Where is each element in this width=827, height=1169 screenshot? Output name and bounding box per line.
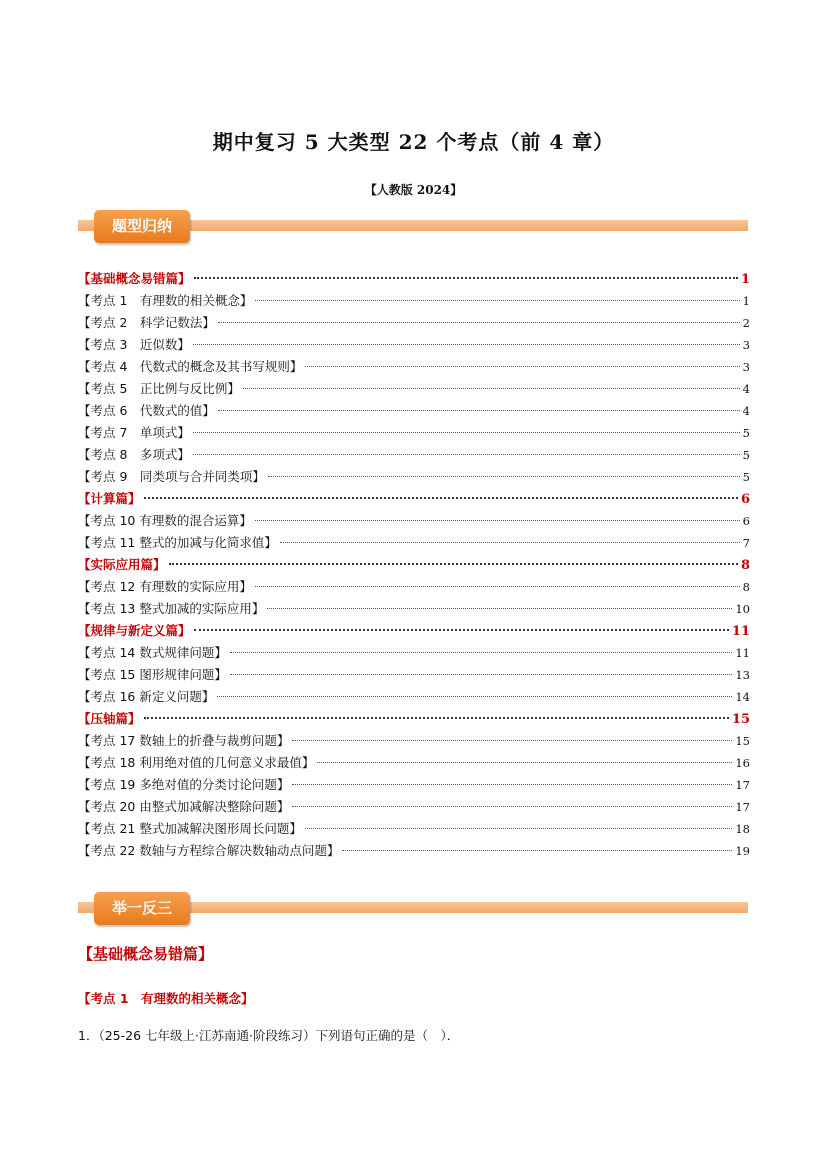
toc-entry-label: 【考点 6 代数式的值】 [78,403,215,418]
toc-entry-label: 【考点 20 由整式加减解决整除问题】 [78,799,290,814]
toc-leader-dots [217,696,732,697]
toc-leader-dots [193,344,740,345]
toc-page-number: 1 [742,294,750,308]
toc-entry-label: 【考点 11 整式的加减与化简求值】 [78,535,277,550]
toc-entry-label: 【考点 13 整式加减的实际应用】 [78,601,265,616]
toc-entry[interactable] [78,664,750,686]
toc-page-number: 11 [735,646,750,660]
banner-topic-summary [78,210,748,246]
toc-page-number: 7 [742,536,750,550]
toc-page-number: 2 [742,316,750,330]
toc-entry[interactable] [78,422,750,444]
toc-entry-label: 【考点 5 正比例与反比例】 [78,381,240,396]
section-heading: 【基础概念易错篇】 [78,945,214,963]
toc-entry-label: 【考点 15 图形规律问题】 [78,667,227,682]
toc-entry-label: 【考点 12 有理数的实际应用】 [78,579,252,594]
toc-entry-label: 【考点 1 有理数的相关概念】 [78,293,253,308]
toc-page-number: 5 [742,470,750,484]
toc-entry[interactable] [78,400,750,422]
toc-page-number: 5 [742,448,750,462]
toc-entry[interactable] [78,730,750,752]
toc-leader-dots [230,674,733,675]
banner-tab-label: 题型归纳 [94,210,190,243]
toc-leader-dots [230,652,733,653]
toc-entry-label: 【规律与新定义篇】 [78,623,191,638]
toc-entry-label: 【考点 7 单项式】 [78,425,190,440]
toc-leader-dots [144,717,729,719]
toc-entry[interactable] [78,312,750,334]
toc-page-number: 18 [735,822,750,836]
toc-page-number: 16 [735,756,750,770]
toc-page-number: 17 [735,800,750,814]
toc-leader-dots [218,322,740,323]
toc-section-entry[interactable] [78,708,750,730]
toc-entry[interactable] [78,598,750,620]
toc-leader-dots [193,454,740,455]
toc-leader-dots [305,828,733,829]
toc-entry-label: 【考点 4 代数式的概念及其书写规则】 [78,359,303,374]
toc-page-number: 6 [740,492,750,507]
toc-leader-dots [292,740,732,741]
kaodian-heading: 【考点 1 有理数的相关概念】 [78,991,254,1006]
toc-page-number: 1 [740,272,750,287]
toc-entry-label: 【考点 8 多项式】 [78,447,190,462]
toc-leader-dots [218,410,740,411]
toc-entry-label: 【考点 17 数轴上的折叠与裁剪问题】 [78,733,290,748]
question-text: 1．（25-26 七年级上·江苏南通·阶段练习）下列语句正确的是（ ）． [78,1028,460,1043]
toc-page-number: 17 [735,778,750,792]
toc-entry[interactable] [78,576,750,598]
toc-entry[interactable] [78,532,750,554]
toc-page-number: 8 [742,580,750,594]
banner-tab-label: 举一反三 [94,892,190,925]
toc-page-number: 13 [735,668,750,682]
toc-entry[interactable] [78,290,750,312]
toc-page-number: 5 [742,426,750,440]
toc-page-number: 15 [731,712,750,727]
toc-leader-dots [194,629,729,631]
toc-page-number: 3 [742,338,750,352]
toc-page-number: 4 [742,404,750,418]
toc-leader-dots [255,300,739,301]
toc-entry[interactable] [78,774,750,796]
toc-page-number: 10 [735,602,750,616]
toc-entry-label: 【考点 14 数式规律问题】 [78,645,227,660]
toc-entry-label: 【实际应用篇】 [78,557,166,572]
toc-page-number: 6 [742,514,750,528]
toc-page-number: 4 [742,382,750,396]
toc-leader-dots [317,762,732,763]
edition-subtitle: 【人教版 2024】 [364,183,463,197]
toc-leader-dots [292,784,732,785]
toc-leader-dots [292,806,732,807]
toc-leader-dots [255,586,740,587]
toc-entry-label: 【考点 19 多绝对值的分类讨论问题】 [78,777,290,792]
toc-entry[interactable] [78,510,750,532]
toc-leader-dots [255,520,740,521]
banner-examples [78,892,748,928]
toc-entry-label: 【考点 21 整式加减解决图形周长问题】 [78,821,302,836]
toc-entry[interactable] [78,378,750,400]
toc-section-entry[interactable] [78,268,750,290]
table-of-contents [78,268,750,862]
toc-leader-dots [144,497,738,499]
toc-section-entry[interactable] [78,620,750,642]
toc-entry[interactable] [78,356,750,378]
toc-entry[interactable] [78,642,750,664]
toc-section-entry[interactable] [78,488,750,510]
toc-leader-dots [267,608,732,609]
toc-entry-label: 【考点 18 利用绝对值的几何意义求最值】 [78,755,315,770]
toc-page-number: 19 [735,844,750,858]
toc-leader-dots [268,476,740,477]
toc-section-entry[interactable] [78,554,750,576]
toc-leader-dots [280,542,740,543]
toc-entry-label: 【考点 22 数轴与方程综合解决数轴动点问题】 [78,843,340,858]
toc-entry-label: 【考点 9 同类项与合并同类项】 [78,469,265,484]
toc-entry-label: 【考点 3 近似数】 [78,337,190,352]
toc-entry[interactable] [78,444,750,466]
toc-page-number: 8 [740,558,750,573]
toc-entry[interactable] [78,466,750,488]
page-title: 期中复习 5 大类型 22 个考点（前 4 章） [212,130,615,154]
toc-entry[interactable] [78,818,750,840]
toc-entry-label: 【基础概念易错篇】 [78,271,191,286]
toc-entry[interactable] [78,752,750,774]
toc-entry[interactable] [78,840,750,862]
toc-leader-dots [193,432,740,433]
toc-page-number: 14 [735,690,750,704]
toc-entry[interactable] [78,796,750,818]
toc-entry-label: 【计算篇】 [78,491,141,506]
toc-page-number: 3 [742,360,750,374]
toc-leader-dots [305,366,739,367]
toc-entry[interactable] [78,334,750,356]
toc-entry-label: 【考点 10 有理数的混合运算】 [78,513,252,528]
toc-entry[interactable] [78,686,750,708]
toc-page-number: 11 [731,624,750,639]
toc-leader-dots [169,563,738,565]
toc-leader-dots [243,388,740,389]
toc-leader-dots [342,850,732,851]
toc-page-number: 15 [735,734,750,748]
toc-entry-label: 【压轴篇】 [78,711,141,726]
toc-entry-label: 【考点 2 科学记数法】 [78,315,215,330]
toc-leader-dots [194,277,738,279]
toc-entry-label: 【考点 16 新定义问题】 [78,689,215,704]
